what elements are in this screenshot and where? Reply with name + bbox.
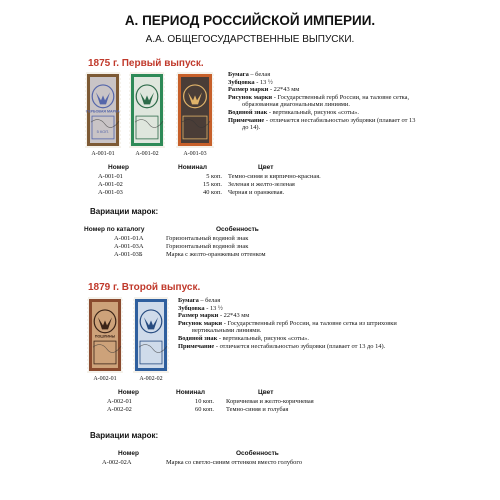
table-cell: А-001-03Б <box>114 250 143 258</box>
table-header-nominal: Номинал <box>176 389 206 396</box>
table-cell: Горизонтальный водяной знак <box>166 235 249 242</box>
table-col-color <box>228 173 428 196</box>
stamp-image <box>87 297 123 373</box>
desc-key: Примечание <box>228 116 265 124</box>
var-header-catalog: Номер по каталогу <box>84 226 145 233</box>
stamp-image <box>129 72 165 148</box>
var-col-number <box>102 459 162 467</box>
table-cell: А-001-02 <box>98 180 123 188</box>
table-cell: А-002-01 <box>107 398 132 405</box>
table-cell: 10 коп. <box>195 398 214 405</box>
table-cell: 15 коп. <box>203 180 222 188</box>
table-cell: А-001-01 <box>98 173 123 180</box>
desc-value: - 13 ½ <box>254 78 273 86</box>
table-cell: А-001-03А <box>114 242 144 250</box>
desc-key: Примечание <box>178 342 215 350</box>
stamp-a-001-01 <box>85 72 121 148</box>
desc-value: вертикальными линиями. <box>192 327 262 335</box>
section-title-1875: 1875 г. Первый выпуск. <box>88 58 204 69</box>
table-header-color: Цвет <box>258 164 274 171</box>
table-header-number: Номер <box>118 389 139 396</box>
desc-key: Водяной знак <box>228 108 268 116</box>
stamp-value: 5 КОП. <box>96 128 110 134</box>
desc-key: Зубцовка <box>228 78 255 86</box>
desc-key: Бумага <box>228 71 249 78</box>
desc-value: - 22*43 мм <box>268 86 300 94</box>
table-col-number <box>107 398 157 414</box>
stamp-caption: А-001-03 <box>183 151 207 157</box>
table-col-color <box>226 398 426 414</box>
table-cell: А-001-01А <box>114 235 144 242</box>
variations-title: Вариации марок: <box>90 207 159 216</box>
var-header-feature: Особенность <box>216 226 259 233</box>
table-cell: Коричневая и желто-коричневая <box>226 398 314 405</box>
table-cell: 60 коп. <box>195 405 214 413</box>
stamp-field <box>138 302 164 368</box>
page-subtitle: А.А. ОБЩЕГОСУДАРСТВЕННЫЕ ВЫПУСКИ. <box>145 34 355 45</box>
issue-description <box>178 297 490 350</box>
table-cell: Темно-синяя и кирпично-красная. <box>228 173 321 180</box>
var-col-feature <box>166 459 386 467</box>
desc-value: – белая <box>198 297 221 304</box>
desc-value: образованная диагональными линиями. <box>242 101 350 109</box>
stamp-caption: А-001-01 <box>91 151 115 157</box>
desc-value: до 14). <box>242 124 261 132</box>
desc-value: – белая <box>248 71 271 78</box>
desc-value: - 13 ½ <box>204 304 223 312</box>
desc-value: - Государственный герб России, на таловне сетка, <box>272 93 410 101</box>
desc-value: - 22*43 мм <box>218 312 250 320</box>
var-col-number <box>114 235 174 258</box>
var-header-feature: Особенность <box>236 450 279 457</box>
table-header-number: Номер <box>108 164 129 171</box>
var-header-number: Номер <box>118 450 139 457</box>
variations-title: Вариации марок: <box>90 431 159 440</box>
desc-value: - вертикальный, рисунок «соты». <box>267 108 359 116</box>
table-cell: Черная и оранжевая. <box>228 188 285 196</box>
table-header-nominal: Номинал <box>178 164 208 171</box>
stamp-caption: А-002-01 <box>93 376 117 382</box>
stamp-label: ПОШЛИНЫ <box>94 334 116 339</box>
stamp-a-001-02 <box>129 72 165 148</box>
desc-key: Зубцовка <box>178 304 205 312</box>
desc-value: - Государственный герб России, на таловне сетка из штриховки <box>222 319 397 327</box>
table-cell: А-002-02 <box>107 405 132 413</box>
desc-value: - отличается нестабильностью зубцовки (плавает от 13 <box>264 116 416 124</box>
var-col-feature <box>166 235 366 258</box>
stamp-caption: А-001-02 <box>135 151 159 157</box>
stamp-a-002-02 <box>133 297 169 373</box>
table-cell: Марка со светло-синим оттенком вместо голубого <box>166 459 303 466</box>
stamp-image <box>85 72 121 148</box>
desc-key: Рисунок марки <box>178 319 223 327</box>
stamp-label: ГЕРБОВАЯ МАРКА <box>86 109 120 114</box>
section-title-1879: 1879 г. Второй выпуск. <box>88 282 201 293</box>
table-cell: Зеленая и желто-зеленая <box>228 180 295 188</box>
desc-key: Рисунок марки <box>228 93 273 101</box>
stamp-field <box>181 77 209 143</box>
table-header-color: Цвет <box>258 389 274 396</box>
table-cell: 5 коп. <box>206 173 222 180</box>
table-cell: Темно-синяя и голубая <box>226 405 289 413</box>
table-col-nominal <box>180 173 222 196</box>
table-col-number <box>98 173 148 196</box>
stamp-image <box>133 297 169 373</box>
stamp-a-002-01 <box>87 297 123 373</box>
table-cell: 40 коп. <box>203 188 222 196</box>
table-cell: А-001-03 <box>98 188 123 196</box>
stamp-image <box>176 72 214 148</box>
desc-value: - отличается нестабильностью зубцовки (плавает от 13 до 14). <box>214 342 386 350</box>
stamp-caption: А-002-02 <box>139 376 163 382</box>
table-cell: Марка с желто-оранжевым оттенком <box>166 250 266 258</box>
desc-key: Размер марки <box>178 312 219 320</box>
stamp-field <box>134 77 160 143</box>
table-cell: А-002-02А <box>102 459 132 466</box>
stamp-a-001-03 <box>176 72 214 148</box>
issue-description <box>228 71 490 132</box>
page-title: А. ПЕРИОД РОССИЙСКОЙ ИМПЕРИИ. <box>124 13 376 28</box>
desc-key: Водяной знак <box>178 334 218 342</box>
desc-key: Размер марки <box>228 86 269 94</box>
table-cell: Горизонтальный водяной знак <box>166 242 249 250</box>
desc-key: Бумага <box>178 297 199 304</box>
table-col-nominal <box>172 398 214 414</box>
desc-value: - вертикальный, рисунок «соты». <box>217 334 309 342</box>
